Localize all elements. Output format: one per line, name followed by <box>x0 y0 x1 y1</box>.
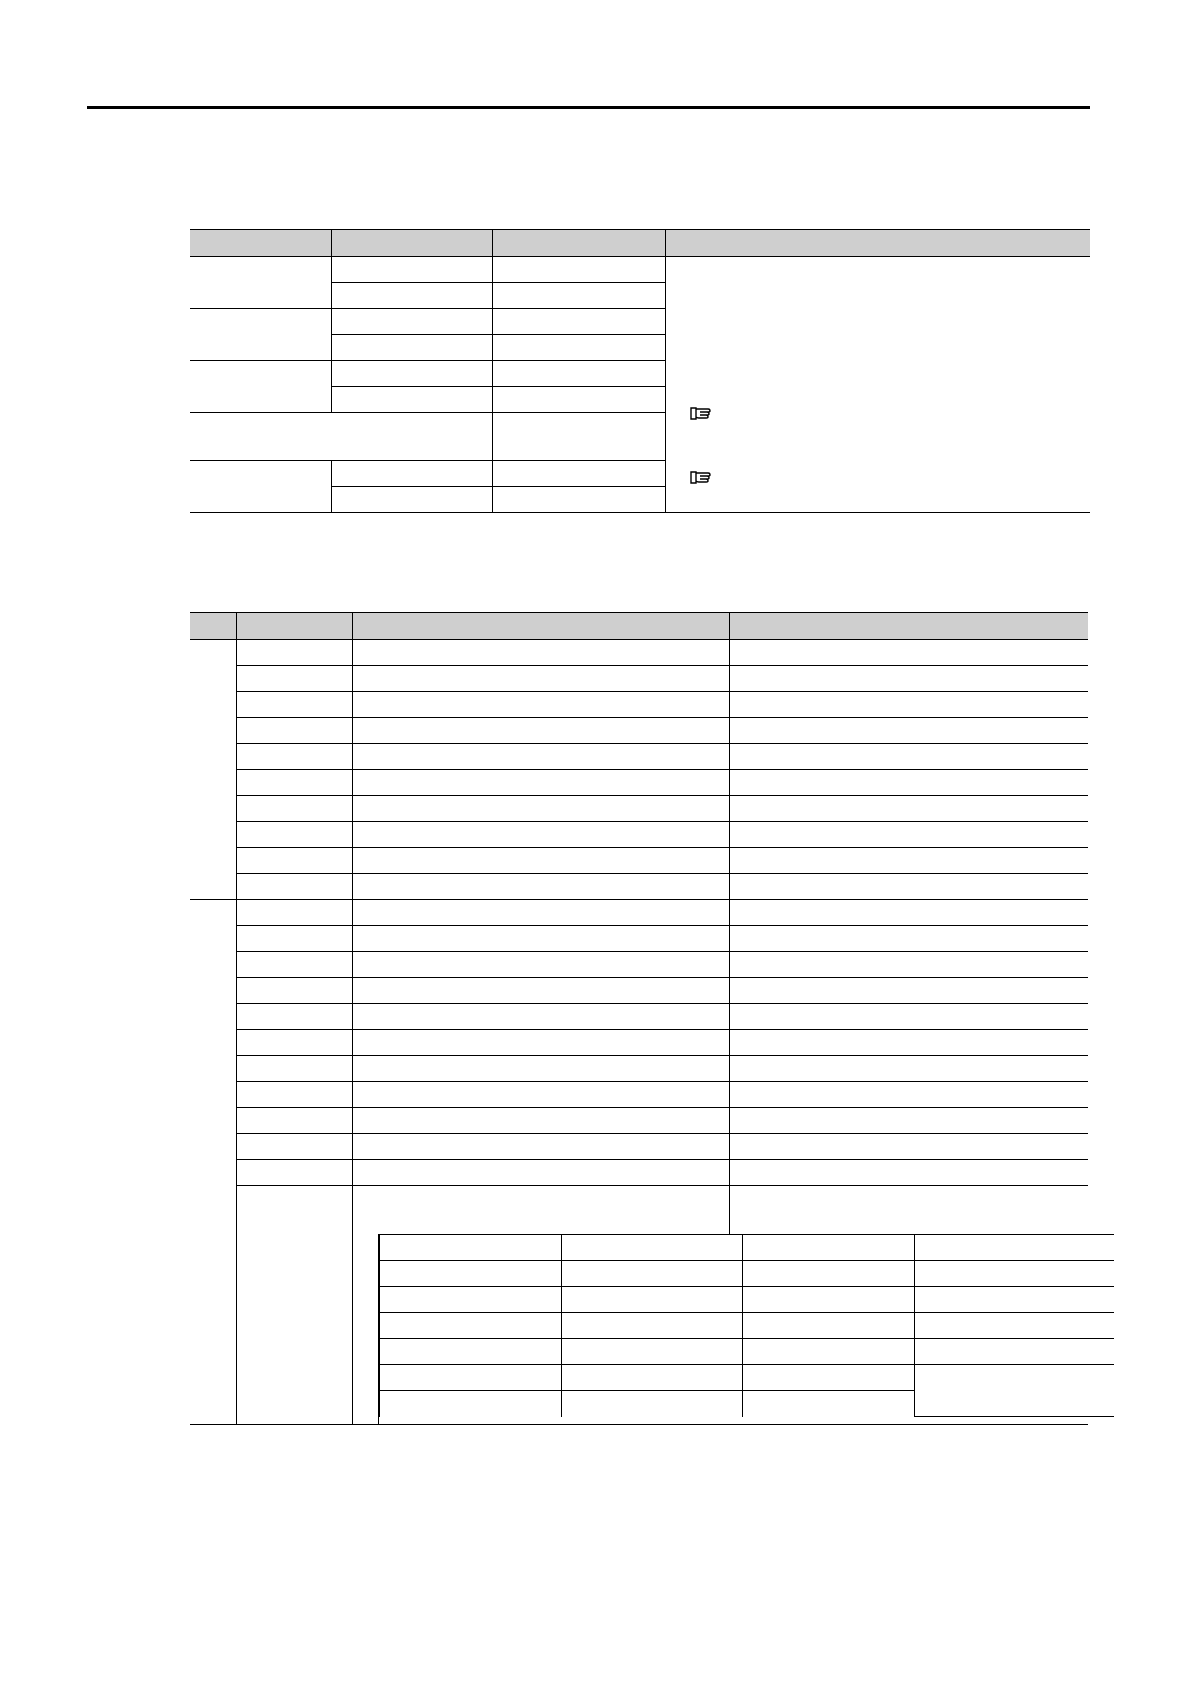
nested-cell <box>379 1261 561 1287</box>
nested-cell <box>379 1313 561 1339</box>
table-cell <box>729 640 1088 666</box>
table-cell <box>352 692 729 718</box>
table-cell <box>236 692 352 718</box>
table-cell <box>352 926 729 952</box>
table-row <box>190 1004 1088 1030</box>
table-cell <box>352 770 729 796</box>
table-cell <box>352 1134 729 1160</box>
table-row <box>190 666 1088 692</box>
header-cell <box>190 613 236 640</box>
nested-cell <box>914 1261 1114 1287</box>
table-cell <box>352 718 729 744</box>
nested-cell <box>742 1339 914 1365</box>
table-cell <box>729 692 1088 718</box>
nested-cell <box>561 1339 742 1365</box>
table-cell <box>236 796 352 822</box>
table-cell <box>236 1186 352 1425</box>
nested-cell <box>742 1391 914 1417</box>
header-cell <box>665 230 1090 257</box>
table-cell <box>729 1160 1088 1186</box>
header-rule <box>87 106 1090 109</box>
table-cell <box>729 744 1088 770</box>
table-cell <box>236 666 352 692</box>
table-cell <box>352 1082 729 1108</box>
nested-cell <box>379 1235 561 1261</box>
nested-row <box>379 1365 1114 1391</box>
table-cell <box>492 413 665 461</box>
group-cell <box>190 361 331 413</box>
table-row <box>190 770 1088 796</box>
table-cell <box>729 666 1088 692</box>
nested-cell <box>742 1287 914 1313</box>
table-cell <box>729 770 1088 796</box>
header-cell <box>236 613 352 640</box>
table-cell <box>729 718 1088 744</box>
nested-cell <box>561 1287 742 1313</box>
table-cell <box>492 309 665 335</box>
nested-cell <box>561 1365 742 1391</box>
nested-cell <box>742 1313 914 1339</box>
nested-row <box>379 1235 1114 1261</box>
merged-cell <box>190 413 492 461</box>
table-cell <box>353 1186 730 1234</box>
header-cell <box>190 230 331 257</box>
table-row <box>190 848 1088 874</box>
table-cell <box>236 1108 352 1134</box>
table-cell <box>331 335 492 361</box>
header-cell <box>729 613 1088 640</box>
nested-row <box>379 1261 1114 1287</box>
table-cell <box>352 1030 729 1056</box>
table-cell <box>492 361 665 387</box>
table-cell <box>352 1056 729 1082</box>
table-cell <box>492 335 665 361</box>
table-cell <box>236 978 352 1004</box>
table-row <box>190 1056 1088 1082</box>
table-cell <box>236 770 352 796</box>
nested-cell <box>379 1365 561 1391</box>
table-cell <box>729 900 1088 926</box>
table-cell <box>729 952 1088 978</box>
table-row <box>190 822 1088 848</box>
table-cell <box>492 283 665 309</box>
table-cell <box>236 640 352 666</box>
table-cell <box>352 822 729 848</box>
table-cell <box>729 1082 1088 1108</box>
table-cell <box>729 1030 1088 1056</box>
table-cell <box>729 1134 1088 1160</box>
nested-indent <box>353 1234 379 1424</box>
table-cell <box>729 822 1088 848</box>
nested-cell <box>379 1339 561 1365</box>
table-row <box>190 640 1088 666</box>
nested-row <box>379 1287 1114 1313</box>
nested-row <box>379 1339 1114 1365</box>
group-cell <box>190 900 236 1425</box>
table-cell <box>729 1108 1088 1134</box>
table-row <box>190 926 1088 952</box>
nested-cell <box>379 1287 561 1313</box>
nested-cell <box>561 1261 742 1287</box>
nested-cell <box>379 1391 561 1417</box>
table-row <box>190 1082 1088 1108</box>
table-row <box>190 874 1088 900</box>
table-row <box>190 952 1088 978</box>
table-cell <box>352 952 729 978</box>
table-cell <box>492 461 665 487</box>
table-cell <box>352 1160 729 1186</box>
table-cell <box>331 283 492 309</box>
group-cell <box>190 257 331 309</box>
table-row <box>190 796 1088 822</box>
header-cell <box>352 613 729 640</box>
table-row <box>190 1160 1088 1186</box>
table-cell <box>729 926 1088 952</box>
header-cell <box>331 230 492 257</box>
table-row <box>190 1186 1088 1425</box>
table-cell <box>236 1004 352 1030</box>
table-row <box>190 718 1088 744</box>
table-cell <box>236 874 352 900</box>
hand-pointer-icon <box>690 468 712 486</box>
table-cell <box>492 257 665 283</box>
table-cell <box>729 874 1088 900</box>
table-cell <box>236 744 352 770</box>
table-cell <box>352 978 729 1004</box>
table-cell <box>236 848 352 874</box>
table-row <box>190 1030 1088 1056</box>
group-cell <box>190 461 331 513</box>
table-cell <box>331 309 492 335</box>
table-cell <box>236 1082 352 1108</box>
table-cell <box>236 1134 352 1160</box>
group-cell <box>190 640 236 900</box>
table-cell <box>352 848 729 874</box>
nested-cell <box>914 1287 1114 1313</box>
specification-table-1 <box>190 229 1090 513</box>
nested-table <box>379 1234 1115 1417</box>
table-row <box>190 692 1088 718</box>
table-cell <box>492 387 665 413</box>
nested-cell <box>742 1365 914 1391</box>
table-header-row <box>190 230 1090 257</box>
table-row <box>190 257 1090 283</box>
group-cell <box>190 309 331 361</box>
table-row <box>190 1134 1088 1160</box>
specification-table-2 <box>190 612 1088 1425</box>
hand-pointer-icon <box>690 404 712 422</box>
notes-cell <box>665 257 1090 513</box>
table-row <box>190 1108 1088 1134</box>
nested-row <box>379 1313 1114 1339</box>
table-cell <box>352 874 729 900</box>
table-cell <box>236 1056 352 1082</box>
nested-table-area <box>352 1186 1088 1425</box>
header-cell <box>492 230 665 257</box>
table-cell <box>236 900 352 926</box>
table-cell <box>236 1160 352 1186</box>
table-cell <box>331 257 492 283</box>
table-cell <box>236 718 352 744</box>
table-cell <box>331 461 492 487</box>
table-cell <box>729 978 1088 1004</box>
table-cell <box>331 387 492 413</box>
nested-cell <box>742 1235 914 1261</box>
table-cell <box>729 1004 1088 1030</box>
table-cell <box>352 744 729 770</box>
table-cell <box>492 487 665 513</box>
nested-cell <box>561 1313 742 1339</box>
nested-cell <box>742 1261 914 1287</box>
table-row <box>190 978 1088 1004</box>
table-cell <box>352 1108 729 1134</box>
nested-cell <box>914 1365 1114 1417</box>
table-cell <box>729 848 1088 874</box>
table-cell <box>352 796 729 822</box>
nested-cell <box>561 1235 742 1261</box>
table-cell <box>236 822 352 848</box>
table-cell <box>352 1004 729 1030</box>
table-cell <box>236 1030 352 1056</box>
table-cell <box>352 666 729 692</box>
nested-cell <box>914 1313 1114 1339</box>
nested-cell <box>914 1235 1114 1261</box>
nested-cell <box>914 1339 1114 1365</box>
table-row <box>190 900 1088 926</box>
table-cell <box>729 1056 1088 1082</box>
table-cell <box>352 640 729 666</box>
table-header-row <box>190 613 1088 640</box>
table-cell <box>729 796 1088 822</box>
table-cell <box>331 361 492 387</box>
table-row <box>190 744 1088 770</box>
table-cell <box>236 952 352 978</box>
table-cell <box>352 900 729 926</box>
nested-cell <box>561 1391 742 1417</box>
table-cell <box>236 926 352 952</box>
table-cell <box>331 487 492 513</box>
